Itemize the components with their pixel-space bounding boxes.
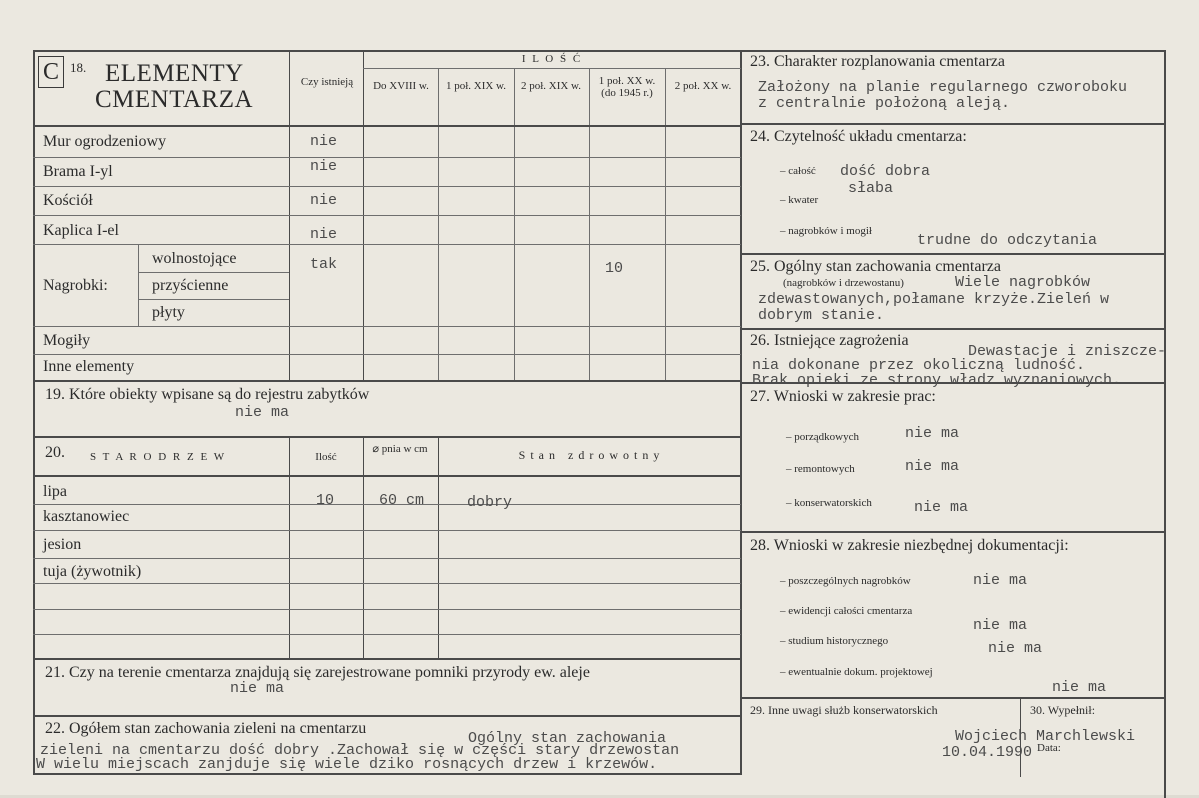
frame-left (33, 50, 35, 775)
s27-item-repair: – remontowych (786, 463, 855, 475)
s20-col-health: S t a n z d r o w o t n y (518, 448, 661, 462)
s25-label: 25. Ogólny stan zachowania cmentarza (750, 258, 1002, 275)
row-value-chapel: nie (310, 226, 338, 243)
s28-item-design: – ewentualnie dokum. projektowej (780, 666, 933, 678)
s27-answer-cleanup: nie ma (905, 425, 960, 442)
col-exists-header: Czy istnieją (300, 76, 354, 88)
graves-slabs: płyty (152, 304, 185, 321)
s26-typed-1: Dewastacje i zniszcze- (968, 343, 1167, 360)
row-label-wall: Mur ogrodzeniowy (43, 133, 167, 150)
graves-count-value: 10 (605, 260, 624, 277)
title-line-2: CMENTARZA (95, 86, 254, 113)
row-label-chapel: Kaplica I-el (43, 222, 119, 239)
frame-bottom (33, 773, 741, 775)
tree-diameter-value: 60 cm (379, 492, 425, 509)
s27-answer-conservation: nie ma (914, 499, 969, 516)
s23-typed-2: z centralnie położoną aleją. (758, 95, 1011, 112)
s30-filled-by-name: Wojciech Marchlewski (955, 728, 1136, 745)
s21-label: 21. Czy na terenie cmentarza znajdują się zarejestrowane pomniki przyrody ew. aleje (45, 664, 590, 681)
s24-item-quarters: – kwater (780, 194, 819, 206)
row-value-wall: nie (310, 133, 338, 150)
s28-answer-design: nie ma (1052, 679, 1107, 696)
row-value-gate: nie (310, 158, 338, 175)
s20-col-qty: Ilość (315, 451, 337, 463)
period-header-1: Do XVIII w. (373, 80, 429, 92)
s26-label: 26. Istniejące zagrożenia (750, 332, 909, 349)
s24-answer-graves: trudne do odczytania (917, 232, 1098, 249)
s20-col-diameter: ⌀ pnia w cm (372, 443, 428, 455)
quantity-heading: I L O Ś Ć (521, 53, 583, 65)
s28-item-records: – ewidencji całości cmentarza (780, 605, 913, 617)
s26-typed-3: Brak opieki ze strony władz wyznaniowych. (752, 372, 1122, 389)
s24-item-whole: – całość (780, 165, 816, 177)
s30-date-value: 10.04.1990 (942, 744, 1033, 761)
card-type-box: C (38, 56, 64, 88)
tree-health-value: dobry (467, 494, 513, 511)
s22-typed-3: W wielu miejscach zanjduje się wiele dziko rosnących drzew i krzewów. (36, 756, 658, 773)
period-header-4: 1 poł. XX w. (do 1945 r.) (598, 75, 656, 99)
s25-sub: (nagrobków i drzewostanu) (783, 277, 904, 289)
graves-exists-value: tak (310, 256, 338, 273)
tree-lime: lipa (43, 483, 67, 500)
s19-label: 19. Które obiekty wpisane są do rejestru zabytków (45, 386, 370, 403)
graves-wall: przyścienne (152, 277, 229, 294)
tree-ash: jesion (43, 536, 82, 553)
graves-label: Nagrobki: (43, 277, 108, 294)
row-value-church: nie (310, 192, 338, 209)
tree-qty-value: 10 (316, 492, 335, 509)
frame-top (33, 50, 1166, 52)
s21-answer: nie ma (230, 680, 285, 697)
s25-typed-2: zdewastowanych,połamane krzyże.Zieleń w (758, 291, 1110, 308)
tree-chestnut: kasztanowiec (43, 508, 130, 525)
s28-item-graves: – poszczególnych nagrobków (780, 575, 911, 587)
s28-answer-history: nie ma (988, 640, 1043, 657)
row-label-mounds: Mogiły (43, 332, 91, 349)
s29-label: 29. Inne uwagi służb konserwatorskich (750, 703, 938, 717)
s22-typed-1: Ogólny stan zachowania (468, 730, 667, 747)
s20-title: S T A R O D R Z E W (90, 451, 227, 463)
s23-typed-1: Założony na planie regularnego czworoboku (758, 79, 1128, 96)
s25-typed-1: Wiele nagrobków (955, 274, 1091, 291)
s24-answer-whole: dość dobra (840, 163, 931, 180)
row-label-church: Kościół (43, 192, 93, 209)
tree-thuja: tuja (żywotnik) (43, 563, 142, 580)
s24-item-graves: – nagrobków i mogił (780, 225, 872, 237)
period-header-5: 2 poł. XX w. (674, 80, 732, 92)
s23-label: 23. Charakter rozplanowania cmentarza (750, 53, 1005, 70)
s27-item-conservation: – konserwatorskich (786, 497, 872, 509)
s30-label: 30. Wypełnił: (1030, 703, 1096, 717)
frame-right (1164, 50, 1166, 798)
section-number: 18. (70, 60, 87, 75)
s27-label: 27. Wnioski w zakresie prac: (750, 388, 936, 405)
row-label-gate: Brama I-yl (43, 163, 113, 180)
row-label-other: Inne elementy (43, 358, 135, 375)
s24-answer-quarters: słaba (848, 180, 894, 197)
s25-typed-3: dobrym stanie. (758, 307, 885, 324)
s27-answer-repair: nie ma (905, 458, 960, 475)
graves-freestanding: wolnostojące (152, 250, 237, 267)
s20-number: 20. (45, 444, 65, 461)
s24-label: 24. Czytelność układu cmentarza: (750, 128, 967, 145)
period-header-2: 1 poł. XIX w. (445, 80, 507, 92)
s30-date-label: Data: (1037, 742, 1061, 754)
frame-middle (740, 50, 742, 775)
s28-answer-records: nie ma (973, 617, 1028, 634)
title-line-1: ELEMENTY (105, 60, 244, 87)
period-header-3: 2 poł. XIX w. (520, 80, 582, 92)
s28-label: 28. Wnioski w zakresie niezbędnej dokumentacji: (750, 537, 1069, 554)
s19-answer: nie ma (235, 404, 290, 421)
s28-answer-graves: nie ma (973, 572, 1028, 589)
s22-label: 22. Ogółem stan zachowania zieleni na cmentarzu (45, 720, 367, 737)
s26-typed-2: nia dokonane przez okoliczną ludność. (752, 357, 1086, 374)
s27-item-cleanup: – porządkowych (786, 431, 860, 443)
s28-item-history: – studium historycznego (780, 635, 889, 647)
s22-typed-2: zieleni na cmentarzu dość dobry .Zachował się w części stary drzewostan (40, 742, 680, 759)
